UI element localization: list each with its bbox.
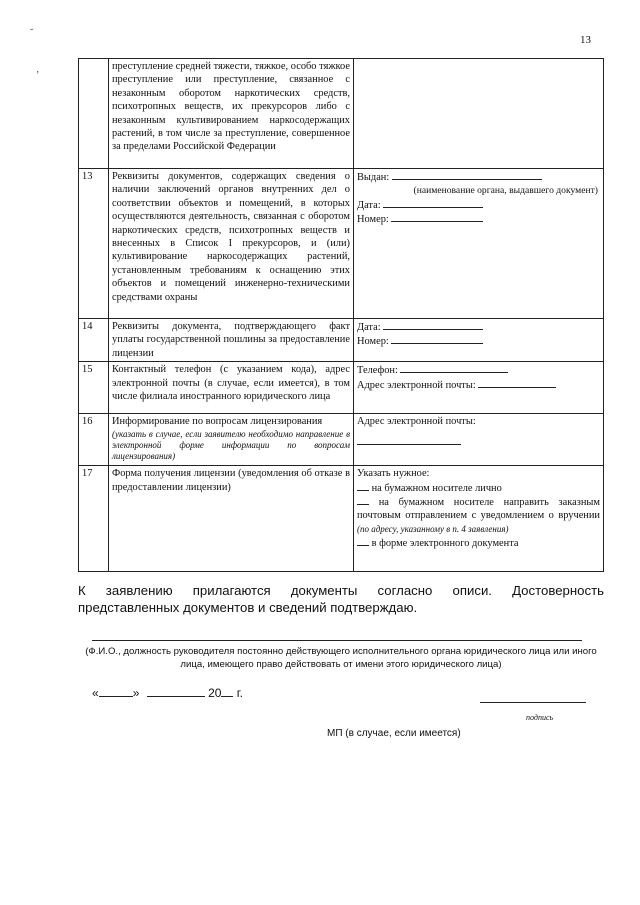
date-field[interactable]: « » 20 г. (92, 686, 244, 700)
row-description (109, 414, 354, 466)
row-number: 13 (79, 169, 109, 319)
fio-caption: (Ф.И.О., должность руководителя постоянно действующего исполнительного органа юридического лица или иного лица, имеющего право действовать от имени этого юридического лица) (85, 646, 597, 670)
attachment-statement: К заявлению прилагаются документы согласно описи. Достоверность представленных документов и сведений подтверждаю. (78, 583, 604, 615)
number-field[interactable]: Номер: (357, 334, 600, 348)
table-row (79, 319, 604, 362)
row-value (354, 466, 604, 572)
row-value (354, 414, 604, 466)
margin-mark: ‚ (36, 64, 40, 75)
row-value (354, 362, 604, 414)
row-description: Форма получения лицензии (уведомления об отказе в предоставлении лицензии) (109, 466, 354, 572)
fio-signature-line[interactable] (92, 640, 582, 641)
option-paper-mail[interactable]: на бумажном носителе направить заказным почтовым отправлением с уведомлением о вручении (по адресу, указанному в п. 4 заявления) (357, 497, 600, 534)
table-row (79, 169, 604, 319)
application-table (78, 58, 604, 572)
date-field[interactable]: Дата: (357, 320, 600, 334)
row-value (354, 319, 604, 362)
choose-label: Указать нужное: (357, 468, 430, 480)
date-field[interactable]: Дата: (357, 198, 600, 212)
issued-field[interactable]: Выдан: (357, 170, 600, 184)
option-paper-personal[interactable]: на бумажном носителе лично (357, 481, 600, 495)
table-row (79, 362, 604, 414)
email-line[interactable] (357, 435, 461, 445)
signature-caption: подпись (526, 713, 554, 722)
row-number: 15 (79, 362, 109, 414)
row-description: Реквизиты документов, содержащих сведения о наличии заключений органов внутренних дел о соответствии объектов и помещений, в которых осуществляются деятельность, связанная с оборотом наркотических средств, психотропных веществ и внесенных в Список I прекурсоров, и (или) культивирование наркосодержащих растений, установленным требованиям к оснащению этих объектов и помещений инженерно-техническими средствами охраны (109, 169, 354, 319)
row-number: 17 (79, 466, 109, 572)
row-description: Реквизиты документа, подтверждающего факт уплаты государственной пошлины за предоставление лицензии (109, 319, 354, 362)
stamp-label: МП (в случае, если имеется) (327, 728, 461, 739)
row-description-text: Информирование по вопросам лицензирования (112, 416, 323, 428)
row-value (354, 59, 604, 169)
margin-mark: ˘ (30, 28, 34, 39)
day-line[interactable] (99, 687, 133, 697)
option-electronic[interactable]: в форме электронного документа (357, 536, 600, 550)
row-description: Контактный телефон (с указанием кода), адрес электронной почты (в случае, если имеется), в том числе филиала иностранного юридического лица (109, 362, 354, 414)
row-description-note: (указать в случае, если заявителю необходимо направление в электронной форме информации по вопросам лицензирования) (112, 428, 350, 461)
row-description: преступление средней тяжести, тяжкое, особо тяжкое преступление или преступление, связанное с незаконным оборотом наркотических средств, психотропных веществ, их прекурсоров либо с незаконным культивированием наркосодержащих растений, в том числе за преступление, совершенное за пределами Российской Федерации (109, 59, 354, 169)
email-field[interactable]: Адрес электронной почты: (357, 416, 476, 428)
row-number (79, 59, 109, 169)
year-line[interactable] (221, 687, 233, 697)
signature-line[interactable] (480, 702, 586, 703)
table-row (79, 466, 604, 572)
table-row (79, 59, 604, 169)
issued-caption: (наименование органа, выдавшего документ) (413, 185, 598, 197)
email-field[interactable]: Адрес электронной почты: (357, 378, 600, 392)
page-number: 13 (580, 34, 591, 46)
table-row (79, 414, 604, 466)
phone-field[interactable]: Телефон: (357, 363, 600, 377)
number-field[interactable]: Номер: (357, 212, 600, 226)
month-line[interactable] (147, 687, 205, 697)
row-number: 16 (79, 414, 109, 466)
row-value (354, 169, 604, 319)
row-number: 14 (79, 319, 109, 362)
